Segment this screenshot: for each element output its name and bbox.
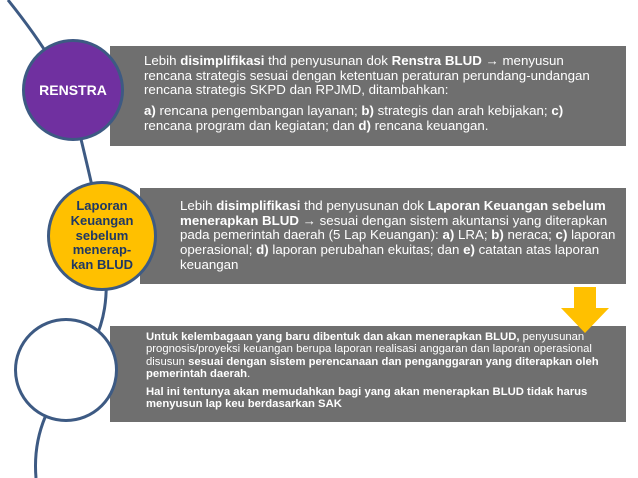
text-segment: penyusunan prognosis/proyeksi keuangan berupa laporan realisasi anggaran dan laporan operasional disusun bbox=[146, 331, 592, 368]
text-bold: c) bbox=[551, 102, 564, 118]
text-segment: rencana keuangan. bbox=[370, 117, 489, 133]
kelembagaan-paragraph-1 bbox=[146, 331, 616, 381]
text-bold: a) bbox=[442, 227, 455, 243]
arrow-down-icon bbox=[561, 287, 609, 333]
renstra-panel bbox=[110, 46, 626, 146]
text-segment: → menyusun rencana strategis sesuai dengan ketentuan peraturan perundang-undangan rencana strategis SKPD dan RPJMD, ditambahkan: bbox=[144, 53, 590, 98]
laporan-circle-line: Keuangan bbox=[70, 212, 134, 228]
text-bold: disimplifikasi bbox=[180, 53, 265, 68]
text-segment: Lebih bbox=[144, 53, 181, 68]
text-segment: thd penyusunan dok bbox=[264, 53, 392, 68]
text-segment: . bbox=[247, 368, 251, 381]
laporan-panel bbox=[140, 188, 626, 284]
text-bold: c) bbox=[555, 227, 568, 243]
text-segment: rencana program dan kegiatan; dan bbox=[144, 117, 359, 133]
text-bold: Laporan Keuangan sebelum menerapkan BLUD bbox=[180, 198, 606, 228]
text-segment: neraca; bbox=[503, 227, 556, 243]
text-bold: e) bbox=[463, 241, 475, 257]
text-segment: laporan perubahan ekuitas; dan bbox=[268, 241, 464, 257]
text-bold: b) bbox=[361, 102, 374, 118]
renstra-circle-label: RENSTRA bbox=[39, 82, 107, 98]
text-bold: sesuai dengan sistem perencanaan dan penganggaran yang diterapkan oleh pemerintah daerah bbox=[146, 355, 599, 381]
text-segment: rencana pengembangan layanan; bbox=[155, 102, 362, 118]
text-segment: LRA; bbox=[454, 227, 492, 243]
text-segment: catatan atas laporan keuangan bbox=[180, 241, 600, 272]
text-segment: laporan operasional; bbox=[180, 227, 616, 257]
laporan-circle-label bbox=[71, 199, 134, 274]
laporan-circle-line: sebelum bbox=[75, 227, 129, 243]
kelembagaan-paragraph-2 bbox=[146, 386, 616, 411]
text-bold: a) bbox=[144, 102, 156, 118]
text-bold: disimplifikasi bbox=[216, 198, 301, 213]
kelembagaan-panel bbox=[110, 326, 626, 422]
renstra-paragraph-2 bbox=[144, 104, 614, 133]
laporan-circle-line: kan BLUD bbox=[70, 257, 134, 273]
laporan-circle-line: menerap- bbox=[72, 242, 132, 258]
text-bold: d) bbox=[358, 117, 371, 133]
text-bold: b) bbox=[491, 227, 504, 243]
laporan-circle bbox=[47, 181, 157, 291]
text-segment: → sesuai dengan sistem akuntansi yang diterapkan pada pemerintah daerah (5 Lap Keuangan): bbox=[180, 212, 608, 243]
text-segment: thd penyusunan dok bbox=[300, 198, 428, 213]
text-bold: Renstra BLUD bbox=[391, 53, 482, 68]
laporan-paragraph bbox=[180, 199, 616, 272]
text-bold: d) bbox=[256, 241, 269, 257]
empty-circle bbox=[14, 318, 118, 422]
text-segment: Lebih bbox=[180, 198, 217, 213]
renstra-paragraph-1 bbox=[144, 54, 614, 98]
renstra-circle bbox=[22, 39, 124, 141]
text-segment: strategis dan arah kebijakan; bbox=[373, 102, 552, 118]
text-bold: Hal ini tentunya akan memudahkan bagi yang akan menerapkan BLUD tidak harus menyusun lap keu berdasarkan SAK bbox=[146, 385, 588, 411]
text-bold: Untuk kelembagaan yang baru dibentuk dan akan menerapkan BLUD, bbox=[146, 331, 520, 343]
laporan-circle-line: Laporan bbox=[76, 197, 128, 213]
